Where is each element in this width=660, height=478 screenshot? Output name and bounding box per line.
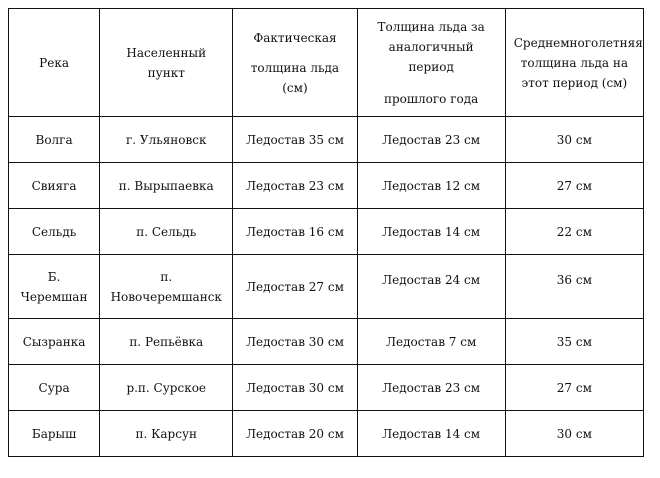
cell-last-year: Ледостав 12 см: [357, 163, 505, 209]
cell-locality: п. Карсун: [100, 411, 233, 457]
cell-locality: п. Репьёвка: [100, 319, 233, 365]
cell-actual: Ледостав 20 см: [233, 411, 357, 457]
cell-average: 27 см: [505, 163, 643, 209]
cell-last-year: Ледостав 24 см: [357, 255, 505, 319]
table-row: [9, 255, 644, 319]
cell-river: Барыш: [9, 411, 100, 457]
cell-actual: Ледостав 30 см: [233, 365, 357, 411]
table-row: [9, 163, 644, 209]
cell-locality: р.п. Сурское: [100, 365, 233, 411]
table-header-row: [9, 9, 644, 117]
cell-river: Б. Черемшан: [9, 255, 100, 319]
table-row: [9, 117, 644, 163]
cell-locality: г. Ульяновск: [100, 117, 233, 163]
cell-actual: Ледостав 27 см: [233, 255, 357, 319]
cell-river: Сызранка: [9, 319, 100, 365]
cell-last-year: Ледостав 14 см: [357, 411, 505, 457]
header-actual-thickness: Фактическая толщина льда (см): [233, 9, 357, 117]
cell-river: Волга: [9, 117, 100, 163]
cell-locality: п. Вырыпаевка: [100, 163, 233, 209]
cell-river: Свияга: [9, 163, 100, 209]
cell-average: 27 см: [505, 365, 643, 411]
ice-thickness-table: [8, 8, 644, 457]
cell-last-year: Ледостав 7 см: [357, 319, 505, 365]
header-river: Река: [9, 9, 100, 117]
cell-actual: Ледостав 35 см: [233, 117, 357, 163]
header-average-thickness: Среднемноголетняя толщина льда на этот период (см): [505, 9, 643, 117]
cell-actual: Ледостав 30 см: [233, 319, 357, 365]
cell-river: Сельдь: [9, 209, 100, 255]
cell-locality: п. Сельдь: [100, 209, 233, 255]
table-row: [9, 209, 644, 255]
header-locality: Населенный пункт: [100, 9, 233, 117]
cell-average: 22 см: [505, 209, 643, 255]
table-row: [9, 319, 644, 365]
cell-average: 30 см: [505, 411, 643, 457]
header-last-year-thickness: Толщина льда за аналогичный период прошлого года: [357, 9, 505, 117]
cell-actual: Ледостав 23 см: [233, 163, 357, 209]
table-row: [9, 365, 644, 411]
cell-last-year: Ледостав 23 см: [357, 117, 505, 163]
table-row: [9, 411, 644, 457]
cell-last-year: Ледостав 23 см: [357, 365, 505, 411]
cell-average: 36 см: [505, 255, 643, 319]
cell-average: 35 см: [505, 319, 643, 365]
cell-river: Сура: [9, 365, 100, 411]
cell-actual: Ледостав 16 см: [233, 209, 357, 255]
cell-locality: п. Новочеремшанск: [100, 255, 233, 319]
cell-average: 30 см: [505, 117, 643, 163]
cell-last-year: Ледостав 14 см: [357, 209, 505, 255]
